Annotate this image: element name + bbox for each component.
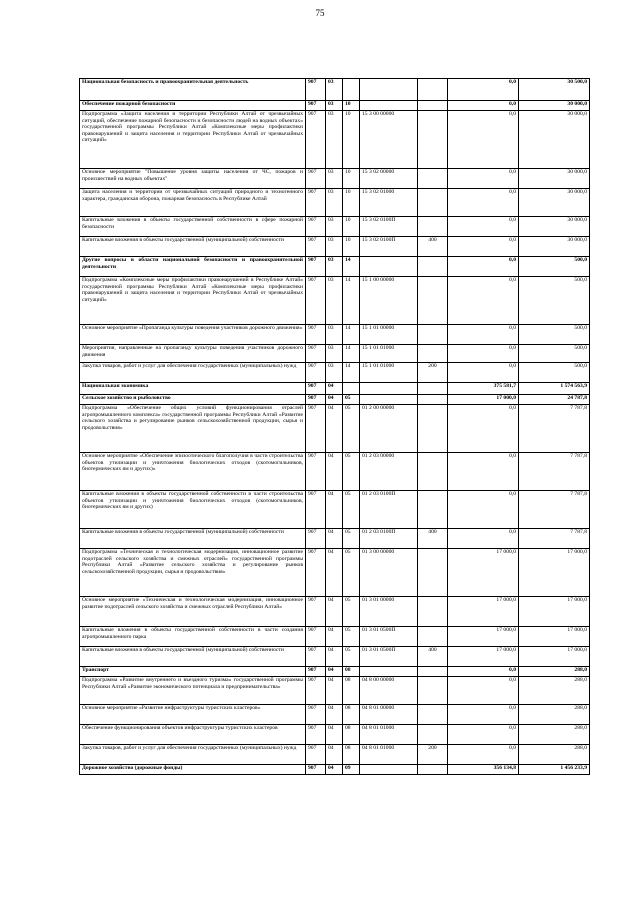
- row-expense-type-code: [418, 217, 448, 237]
- table-row: [80, 217, 590, 237]
- row-target-code: 01 3 01 0500П: [360, 627, 418, 647]
- row-ministry-code: 907: [306, 705, 326, 725]
- row-subsection-code: 14: [343, 277, 360, 325]
- row-amount-total: 30 000,0: [519, 169, 590, 189]
- row-name: Капитальные вложения в объекты государственной (муниципальной) собственности: [80, 647, 306, 667]
- row-amount-change: 0,0: [448, 345, 519, 363]
- row-subsection-code: 08: [343, 745, 360, 765]
- row-section-code: 03: [326, 217, 343, 237]
- row-amount-change: 0,0: [448, 491, 519, 529]
- row-target-code: [360, 765, 418, 775]
- table-row: [80, 325, 590, 345]
- table-row: [80, 549, 590, 597]
- row-section-code: 04: [326, 647, 343, 667]
- row-ministry-code: 907: [306, 325, 326, 345]
- table-row: [80, 189, 590, 217]
- row-amount-total: 17 000,0: [519, 627, 590, 647]
- row-amount-change: 0,0: [448, 745, 519, 765]
- row-ministry-code: 907: [306, 383, 326, 395]
- row-expense-type-code: [418, 705, 448, 725]
- row-expense-type-code: 400: [418, 529, 448, 549]
- row-expense-type-code: [418, 345, 448, 363]
- row-ministry-code: 907: [306, 549, 326, 597]
- table-row: [80, 745, 590, 765]
- row-ministry-code: 907: [306, 189, 326, 217]
- row-section-code: 03: [326, 345, 343, 363]
- row-section-code: 03: [326, 169, 343, 189]
- row-amount-change: 0,0: [448, 363, 519, 383]
- row-name: Капитальные вложения в объекты государственной собственности в части строительства объектов утилизации и уничтожения биологических отходов (скотомогильников, биотермических ям и других): [80, 491, 306, 529]
- row-ministry-code: 907: [306, 529, 326, 549]
- row-target-code: 15 3 02 0100П: [360, 217, 418, 237]
- row-section-code: 03: [326, 79, 343, 101]
- row-expense-type-code: [418, 79, 448, 101]
- table-row: [80, 277, 590, 325]
- row-section-code: 04: [326, 705, 343, 725]
- row-section-code: 04: [326, 725, 343, 745]
- row-amount-total: 24 787,8: [519, 395, 590, 405]
- row-amount-change: 0,0: [448, 217, 519, 237]
- row-name: Основное мероприятие «Развитие инфраструктуры туристских кластеров»: [80, 705, 306, 725]
- row-section-code: 04: [326, 597, 343, 627]
- row-section-code: 03: [326, 189, 343, 217]
- table-row: [80, 101, 590, 111]
- row-name: Закупка товаров, работ и услуг для обеспечения государственных (муниципальных) нужд: [80, 745, 306, 765]
- row-expense-type-code: [418, 277, 448, 325]
- row-ministry-code: 907: [306, 677, 326, 705]
- row-amount-total: 288,0: [519, 745, 590, 765]
- row-subsection-code: 05: [343, 627, 360, 647]
- row-amount-change: 0,0: [448, 667, 519, 677]
- row-amount-total: 288,0: [519, 725, 590, 745]
- row-amount-change: 0,0: [448, 169, 519, 189]
- row-amount-total: 17 000,0: [519, 549, 590, 597]
- row-amount-change: 0,0: [448, 79, 519, 101]
- row-expense-type-code: 200: [418, 745, 448, 765]
- row-section-code: 03: [326, 257, 343, 277]
- row-name: Сельское хозяйство и рыболовство: [80, 395, 306, 405]
- row-expense-type-code: [418, 325, 448, 345]
- table-row: [80, 257, 590, 277]
- row-subsection-code: 10: [343, 237, 360, 257]
- row-amount-total: 500,0: [519, 363, 590, 383]
- row-subsection-code: 14: [343, 325, 360, 345]
- row-amount-total: 30 000,0: [519, 101, 590, 111]
- row-name: Подпрограмма «Комплексные меры профилактики правонарушений в Республике Алтай» государственной программы Республики Алтай «Комплексные меры профилактики правонарушений и защита населения и территории Республики Алтай от чрезвычайных ситуаций»: [80, 277, 306, 325]
- row-amount-total: 7 787,8: [519, 453, 590, 491]
- row-expense-type-code: [418, 765, 448, 775]
- row-name: Капитальные вложения в объекты государственной (муниципальной) собственности: [80, 529, 306, 549]
- row-amount-total: 30 000,0: [519, 237, 590, 257]
- row-target-code: 01 2 00 00000: [360, 405, 418, 453]
- row-amount-total: 288,0: [519, 667, 590, 677]
- row-target-code: 15 1 00 00000: [360, 277, 418, 325]
- row-ministry-code: 907: [306, 647, 326, 667]
- row-ministry-code: 907: [306, 765, 326, 775]
- row-amount-change: 0,0: [448, 453, 519, 491]
- row-subsection-code: 08: [343, 667, 360, 677]
- row-target-code: 15 3 02 0100П: [360, 237, 418, 257]
- row-expense-type-code: [418, 383, 448, 395]
- row-expense-type-code: [418, 453, 448, 491]
- row-ministry-code: 907: [306, 79, 326, 101]
- row-target-code: [360, 667, 418, 677]
- row-target-code: 15 3 02 01000: [360, 189, 418, 217]
- row-name: Основное мероприятие «Обеспечение эпизоотического благополучия в части строительства объектов утилизации и уничтожения биологических отходов (скотомогильников, биотермических ям и других)»: [80, 453, 306, 491]
- table-row: [80, 647, 590, 667]
- row-subsection-code: 08: [343, 725, 360, 745]
- row-ministry-code: 907: [306, 667, 326, 677]
- row-ministry-code: 907: [306, 453, 326, 491]
- row-amount-total: 1 574 563,9: [519, 383, 590, 395]
- row-subsection-code: 05: [343, 647, 360, 667]
- row-subsection-code: 14: [343, 257, 360, 277]
- row-section-code: 04: [326, 677, 343, 705]
- row-expense-type-code: [418, 395, 448, 405]
- row-amount-change: 356 134,8: [448, 765, 519, 775]
- table-row: [80, 363, 590, 383]
- row-name: Капитальные вложения в объекты государственной (муниципальной) собственности: [80, 237, 306, 257]
- row-subsection-code: [343, 383, 360, 395]
- row-amount-change: 0,0: [448, 257, 519, 277]
- row-amount-total: 30 000,0: [519, 189, 590, 217]
- row-section-code: 03: [326, 325, 343, 345]
- table-row: [80, 383, 590, 395]
- row-section-code: 04: [326, 667, 343, 677]
- table-row: [80, 345, 590, 363]
- row-name: Подпрограмма «Обеспечение общих условий функционирования отраслей агропромышленного комплекса» государственной программы Республики Алтай «Развитие сельского хозяйства и регулирование рынков сельскохозяйственной продукции, сырья и продовольствия»: [80, 405, 306, 453]
- row-name: Капитальные вложения в объекты государственной собственности в части создания агропромышленного парка: [80, 627, 306, 647]
- row-subsection-code: 10: [343, 189, 360, 217]
- row-target-code: [360, 257, 418, 277]
- row-target-code: 04 8 01 01000: [360, 725, 418, 745]
- table-row: [80, 765, 590, 775]
- row-expense-type-code: [418, 491, 448, 529]
- row-amount-total: 7 787,8: [519, 405, 590, 453]
- row-name: Подпрограмма «Защита населения и территории Республики Алтай от чрезвычайных ситуаций, обеспечение пожарной безопасности и безопасности людей на водных объектах» государственной программы Республики Алтай «Комплексные меры профилактики правонарушений и защита населения и территории Республики Алтай от чрезвычайных ситуаций»: [80, 111, 306, 169]
- row-name: Обеспечение пожарной безопасности: [80, 101, 306, 111]
- row-target-code: 04 8 01 00000: [360, 705, 418, 725]
- row-subsection-code: 05: [343, 597, 360, 627]
- row-amount-total: 500,0: [519, 325, 590, 345]
- row-amount-change: 0,0: [448, 529, 519, 549]
- row-name: Другие вопросы в области национальной безопасности и правоохранительной деятельности: [80, 257, 306, 277]
- table-row: [80, 395, 590, 405]
- row-amount-total: 7 787,8: [519, 529, 590, 549]
- row-section-code: 04: [326, 745, 343, 765]
- row-amount-total: 17 000,0: [519, 647, 590, 667]
- row-expense-type-code: [418, 257, 448, 277]
- row-expense-type-code: [418, 725, 448, 745]
- row-target-code: 15 1 01 01000: [360, 345, 418, 363]
- row-ministry-code: 907: [306, 277, 326, 325]
- row-expense-type-code: 400: [418, 237, 448, 257]
- row-section-code: 04: [326, 383, 343, 395]
- row-section-code: 04: [326, 627, 343, 647]
- row-subsection-code: 05: [343, 453, 360, 491]
- row-expense-type-code: [418, 677, 448, 705]
- table-row: [80, 529, 590, 549]
- row-ministry-code: 907: [306, 237, 326, 257]
- table-row: [80, 405, 590, 453]
- row-name: Закупка товаров, работ и услуг для обеспечения государственных (муниципальных) нужд: [80, 363, 306, 383]
- row-name: Основное мероприятие "Повышение уровня защиты населения от ЧС, пожаров и происшествий на водных объектах": [80, 169, 306, 189]
- row-amount-change: 0,0: [448, 189, 519, 217]
- table-row: [80, 597, 590, 627]
- row-name: Защита населения и территории от чрезвычайных ситуаций природного и техногенного характера, гражданская оборона, пожарная безопасность в Республике Алтай: [80, 189, 306, 217]
- row-amount-total: 500,0: [519, 345, 590, 363]
- row-expense-type-code: [418, 189, 448, 217]
- row-target-code: 01 2 03 00000: [360, 453, 418, 491]
- row-amount-change: 0,0: [448, 237, 519, 257]
- row-target-code: 15 3 02 00000: [360, 169, 418, 189]
- row-target-code: 01 3 01 00000: [360, 597, 418, 627]
- row-amount-change: 0,0: [448, 277, 519, 325]
- row-expense-type-code: [418, 169, 448, 189]
- table-row: [80, 491, 590, 529]
- table-row: [80, 79, 590, 101]
- row-target-code: 01 2 03 0100П: [360, 491, 418, 529]
- row-ministry-code: 907: [306, 345, 326, 363]
- table-row: [80, 677, 590, 705]
- table-row: [80, 237, 590, 257]
- row-target-code: [360, 101, 418, 111]
- row-section-code: 03: [326, 277, 343, 325]
- row-target-code: [360, 79, 418, 101]
- row-section-code: 03: [326, 363, 343, 383]
- row-target-code: 01 2 03 0100П: [360, 529, 418, 549]
- row-section-code: 04: [326, 405, 343, 453]
- row-amount-change: 375 581,7: [448, 383, 519, 395]
- page-number: 75: [315, 8, 325, 18]
- row-section-code: 04: [326, 453, 343, 491]
- row-expense-type-code: [418, 101, 448, 111]
- row-amount-change: 0,0: [448, 725, 519, 745]
- row-name: Транспорт: [80, 667, 306, 677]
- row-ministry-code: 907: [306, 395, 326, 405]
- row-section-code: 04: [326, 529, 343, 549]
- row-expense-type-code: [418, 667, 448, 677]
- row-name: Обеспечение функционирования объектов инфраструктуры туристских кластеров: [80, 725, 306, 745]
- row-ministry-code: 907: [306, 745, 326, 765]
- table-row: [80, 705, 590, 725]
- row-amount-total: 17 000,0: [519, 597, 590, 627]
- row-section-code: 03: [326, 237, 343, 257]
- row-target-code: 15 1 01 01000: [360, 363, 418, 383]
- row-section-code: 04: [326, 395, 343, 405]
- row-name: Подпрограмма «Техническая и технологическая модернизация, инновационное развитие подотраслей сельского хозяйства и смежных отраслей» государственной программы Республики Алтай «Развитие сельского хозяйства и регулирование рынков сельскохозяйственной продукции, сырья и продовольствия»: [80, 549, 306, 597]
- row-amount-total: 1 456 233,9: [519, 765, 590, 775]
- row-amount-change: 17 000,0: [448, 647, 519, 667]
- row-ministry-code: 907: [306, 217, 326, 237]
- row-amount-change: 17 000,0: [448, 627, 519, 647]
- row-subsection-code: 08: [343, 677, 360, 705]
- row-target-code: [360, 395, 418, 405]
- row-amount-total: 288,0: [519, 705, 590, 725]
- row-expense-type-code: [418, 549, 448, 597]
- row-name: Основное мероприятие «Техническая и технологическая модернизация, инновационное развитие подотраслей сельского хозяйства и смежных отраслей Республики Алтай»: [80, 597, 306, 627]
- row-name: Основное мероприятие «Пропаганда культуры поведения участников дорожного движения»: [80, 325, 306, 345]
- row-ministry-code: 907: [306, 101, 326, 111]
- table-row: [80, 627, 590, 647]
- row-target-code: [360, 383, 418, 395]
- table-row: [80, 667, 590, 677]
- row-subsection-code: 05: [343, 395, 360, 405]
- row-amount-change: 17 000,0: [448, 597, 519, 627]
- row-section-code: 03: [326, 101, 343, 111]
- row-amount-change: 0,0: [448, 705, 519, 725]
- row-section-code: 04: [326, 491, 343, 529]
- row-amount-change: 0,0: [448, 677, 519, 705]
- row-target-code: 15 1 01 00000: [360, 325, 418, 345]
- row-subsection-code: 09: [343, 765, 360, 775]
- row-ministry-code: 907: [306, 363, 326, 383]
- row-ministry-code: 907: [306, 725, 326, 745]
- row-ministry-code: 907: [306, 491, 326, 529]
- row-ministry-code: 907: [306, 597, 326, 627]
- row-target-code: 04 8 01 01000: [360, 745, 418, 765]
- row-name: Национальная экономика: [80, 383, 306, 395]
- row-expense-type-code: [418, 597, 448, 627]
- row-amount-total: 30 000,0: [519, 217, 590, 237]
- row-ministry-code: 907: [306, 627, 326, 647]
- row-section-code: 04: [326, 549, 343, 597]
- row-target-code: 01 3 01 0500П: [360, 647, 418, 667]
- row-target-code: 15 3 00 00000: [360, 111, 418, 169]
- row-ministry-code: 907: [306, 169, 326, 189]
- row-name: Национальная безопасность и правоохранительная деятельность: [80, 79, 306, 101]
- row-expense-type-code: [418, 111, 448, 169]
- row-subsection-code: 10: [343, 101, 360, 111]
- row-amount-total: 500,0: [519, 277, 590, 325]
- row-expense-type-code: [418, 405, 448, 453]
- row-amount-total: 30 000,0: [519, 111, 590, 169]
- row-name: Капитальные вложения в объекты государственной собственности в сфере пожарной безопасности: [80, 217, 306, 237]
- row-subsection-code: 05: [343, 529, 360, 549]
- row-amount-change: 0,0: [448, 111, 519, 169]
- row-name: Подпрограмма «Развитие внутреннего и въездного туризма» государственной программы Республики Алтай «Развитие экономического потенциала и предпринимательства»: [80, 677, 306, 705]
- row-target-code: 04 8 00 00000: [360, 677, 418, 705]
- row-amount-change: 0,0: [448, 325, 519, 345]
- row-ministry-code: 907: [306, 405, 326, 453]
- row-amount-total: 288,0: [519, 677, 590, 705]
- row-subsection-code: 10: [343, 217, 360, 237]
- row-name: Дорожное хозяйство (дорожные фонды): [80, 765, 306, 775]
- row-amount-total: 7 787,8: [519, 491, 590, 529]
- table-row: [80, 111, 590, 169]
- row-name: Мероприятия, направленные на пропаганду культуры поведения участников дорожного движения: [80, 345, 306, 363]
- row-amount-change: 0,0: [448, 405, 519, 453]
- budget-table: [79, 78, 590, 775]
- row-target-code: 01 3 00 00000: [360, 549, 418, 597]
- row-amount-total: 500,0: [519, 257, 590, 277]
- row-expense-type-code: 400: [418, 647, 448, 667]
- row-subsection-code: 05: [343, 549, 360, 597]
- row-expense-type-code: [418, 627, 448, 647]
- row-amount-change: 17 000,0: [448, 395, 519, 405]
- row-subsection-code: [343, 79, 360, 101]
- row-subsection-code: 10: [343, 169, 360, 189]
- row-amount-change: 17 000,0: [448, 549, 519, 597]
- row-subsection-code: 05: [343, 405, 360, 453]
- row-subsection-code: 10: [343, 111, 360, 169]
- table-row: [80, 725, 590, 745]
- row-ministry-code: 907: [306, 111, 326, 169]
- row-subsection-code: 14: [343, 363, 360, 383]
- row-section-code: 03: [326, 111, 343, 169]
- table-row: [80, 453, 590, 491]
- row-ministry-code: 907: [306, 257, 326, 277]
- table-row: [80, 169, 590, 189]
- row-expense-type-code: 200: [418, 363, 448, 383]
- row-amount-total: 30 500,0: [519, 79, 590, 101]
- row-subsection-code: 14: [343, 345, 360, 363]
- row-section-code: 04: [326, 765, 343, 775]
- row-subsection-code: 08: [343, 705, 360, 725]
- row-subsection-code: 05: [343, 491, 360, 529]
- row-amount-change: 0,0: [448, 101, 519, 111]
